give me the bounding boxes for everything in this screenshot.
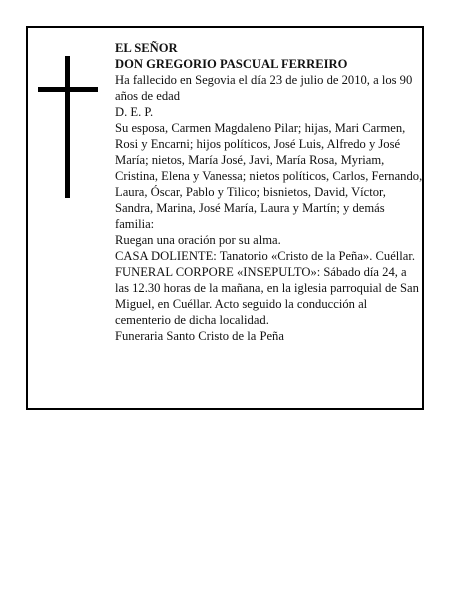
cross-vertical-bar <box>65 56 70 198</box>
deceased-name: DON GREGORIO PASCUAL FERREIRO <box>115 57 348 71</box>
family-list: Su esposa, Carmen Magdaleno Pilar; hijas, Mari Carmen, Rosi y Encarni; hijos políticos, José Luis, Alfredo y José María; nietos, María José, Javi, María Rosa, Myriam, Cristina, Elena y Vanessa; nietos políticos, Carlos, Fernando, Laura, Óscar, Pablo y Tilico; bisnietos, David, Víctor, Sandra, Marina, José María, Laura y Martín; y demás familia: <box>115 121 423 231</box>
rest-in-peace: D. E. P. <box>115 105 154 119</box>
obituary-title: EL SEÑOR <box>115 41 178 55</box>
funeral-home: Funeraria Santo Cristo de la Peña <box>115 329 284 343</box>
obituary-notice <box>26 26 424 410</box>
death-announcement: Ha fallecido en Segovia el día 23 de julio de 2010, a los 90 años de edad <box>115 73 413 103</box>
obituary-text <box>115 40 423 344</box>
mourning-house: CASA DOLIENTE: Tanatorio «Cristo de la Peña». Cuéllar. <box>115 249 416 263</box>
cross-horizontal-bar <box>38 87 98 92</box>
prayer-request: Ruegan una oración por su alma. <box>115 233 281 247</box>
cross-icon <box>38 56 98 198</box>
funeral-details: FUNERAL CORPORE «INSEPULTO»: Sábado día 24, a las 12.30 horas de la mañana, en la iglesia parroquial de San Miguel, en Cuéllar. Acto seguido la conducción al cementerio de dicha localidad. <box>115 265 419 327</box>
